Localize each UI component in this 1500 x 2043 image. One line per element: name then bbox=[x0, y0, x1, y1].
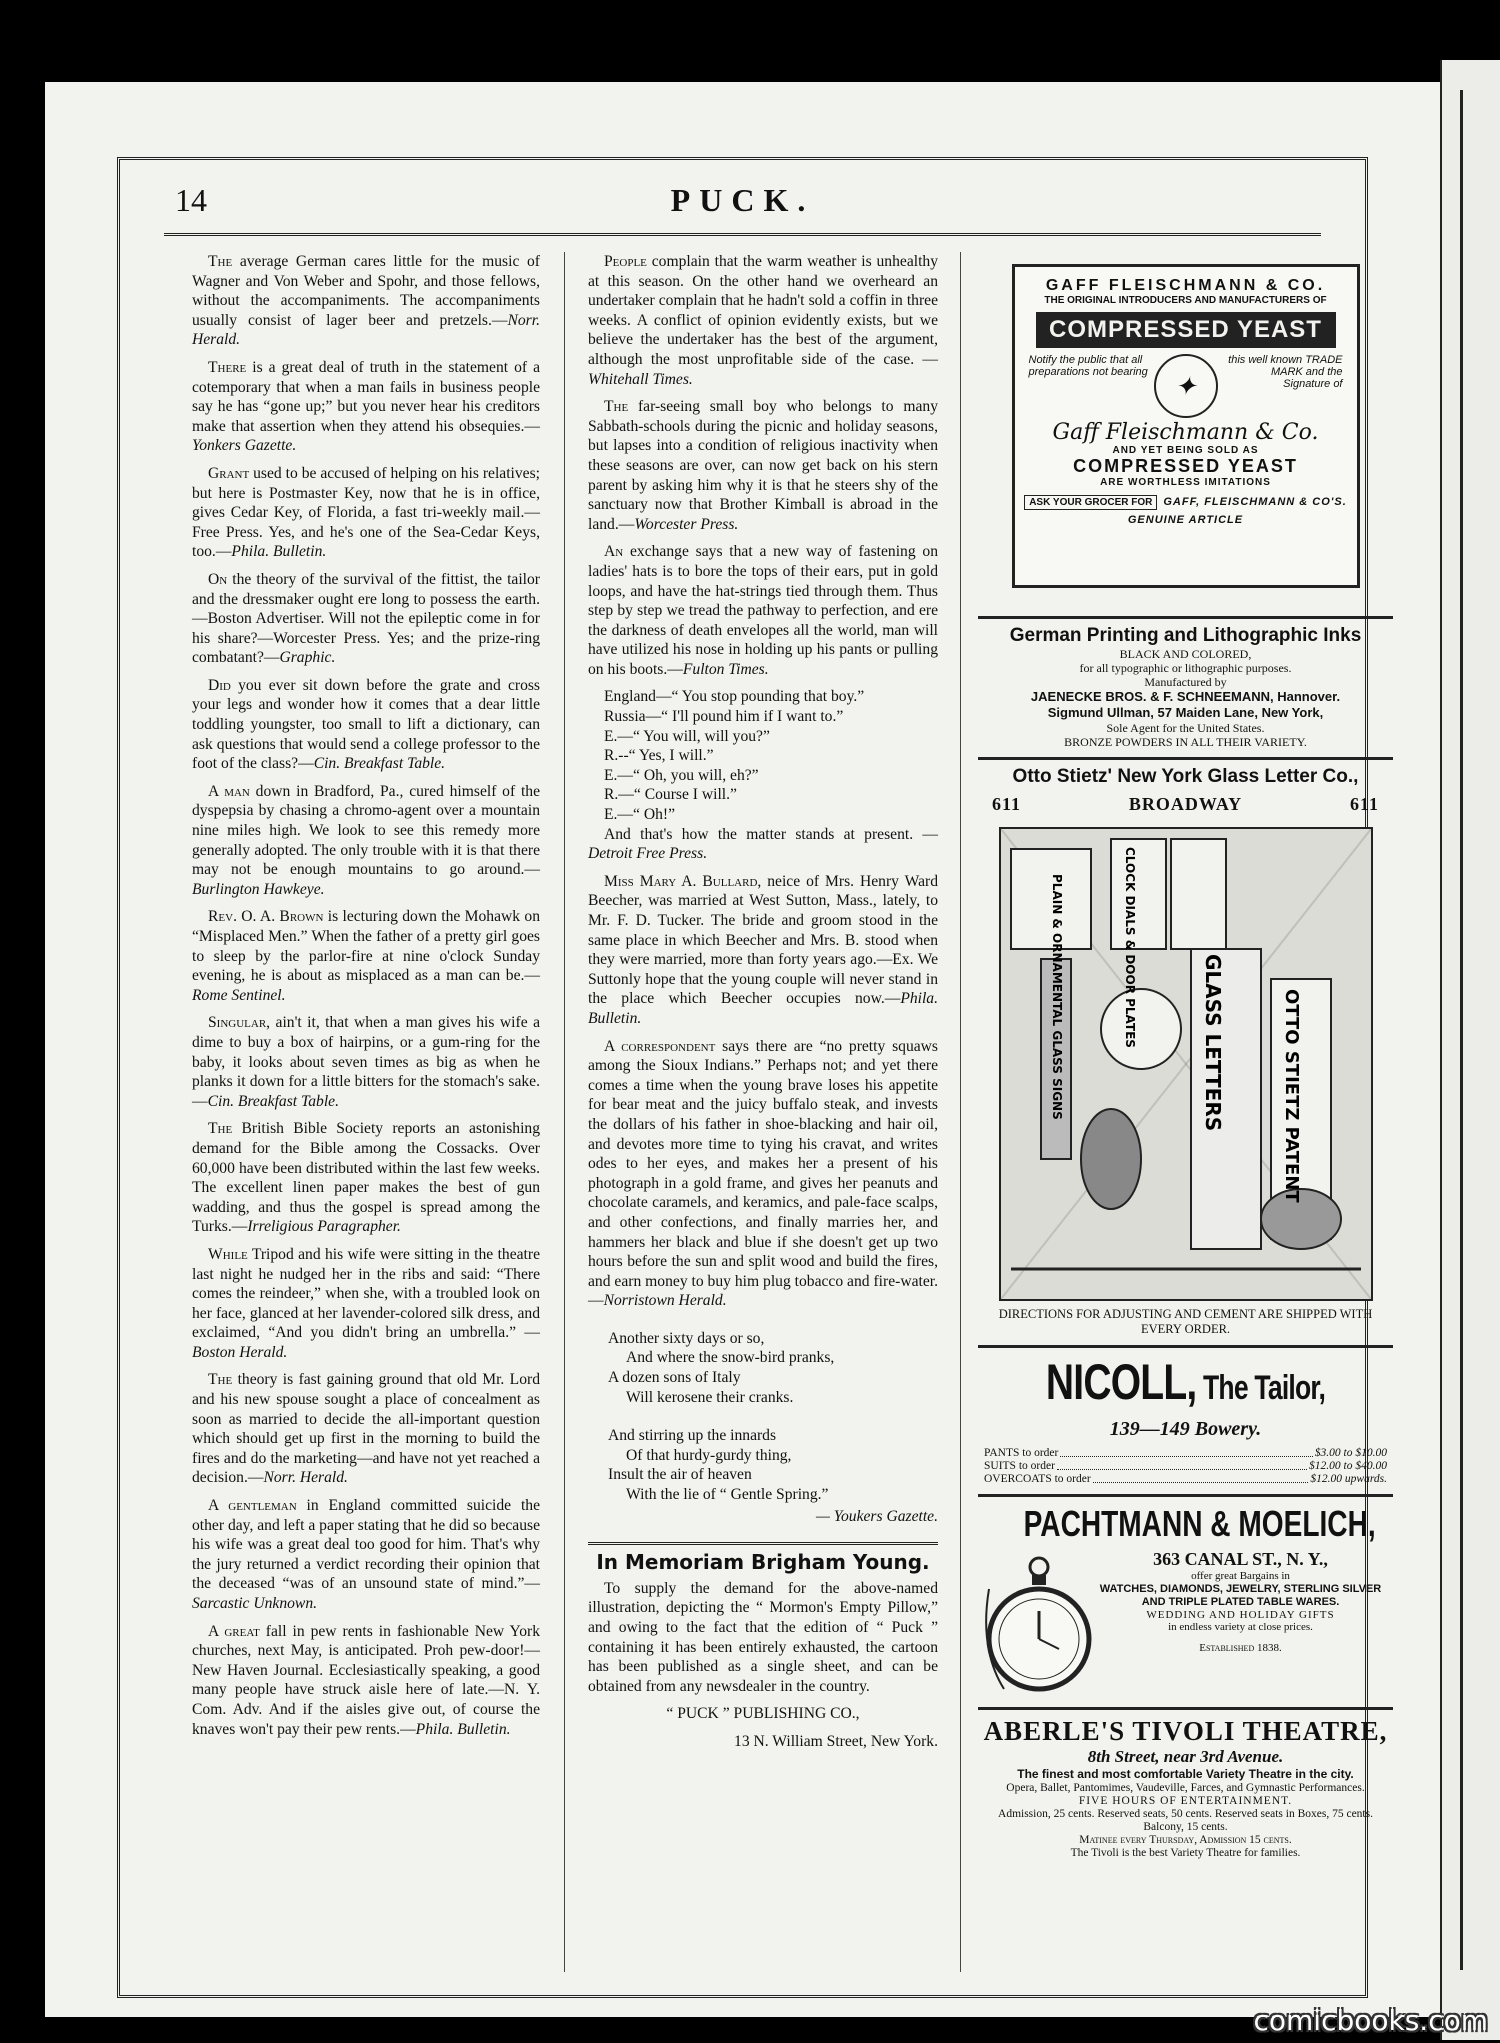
poem-line: Another sixty days or so, bbox=[608, 1329, 765, 1347]
fleischmann-left-text: Notify the public that all preparations not bearing bbox=[1028, 354, 1148, 378]
stietz-caption: DIRECTIONS FOR ADJUSTING AND CEMENT ARE SHIPPED WITH EVERY ORDER. bbox=[998, 1307, 1373, 1336]
inks-line: JAENECKE BROS. & F. SCHNEEMANN, Hannover. bbox=[1030, 689, 1341, 704]
paragraph bbox=[192, 464, 540, 562]
paragraph bbox=[192, 570, 540, 668]
source-credit: Norristown Herald. bbox=[603, 1292, 727, 1310]
source-credit: Phila. Bulletin. bbox=[588, 990, 938, 1027]
price-value: $3.00 to $10.00 bbox=[1314, 1447, 1387, 1459]
source-credit: Norr. Herald. bbox=[192, 311, 540, 349]
dialogue-line: R.—“ Course I will.” bbox=[604, 786, 737, 804]
glass-shop-illustration bbox=[999, 827, 1373, 1301]
trademark-seal-icon: ✦ bbox=[1154, 354, 1218, 418]
paragraph bbox=[588, 397, 938, 534]
sign-text: OTTO STIETZ PATENT bbox=[1280, 989, 1302, 1203]
pachtmann-established: Established 1838. bbox=[1199, 1642, 1282, 1654]
tivoli-line: Matinee every Thursday, Admission 15 cents. bbox=[1079, 1834, 1292, 1846]
inks-line: Sigmund Ullman, 57 Maiden Lane, New York, bbox=[1047, 705, 1324, 720]
poem-stanza-break bbox=[588, 1407, 938, 1426]
price-value: $12.00 upwards. bbox=[1310, 1473, 1387, 1485]
paragraph bbox=[588, 542, 938, 679]
inks-line: for all typographic or lithographic purposes. bbox=[1079, 661, 1292, 675]
fleischmann-right-text: this well known TRADE MARK and the Signature of bbox=[1228, 354, 1343, 390]
lead-word: Rev. O. A. Brown bbox=[208, 908, 324, 926]
paragraph-body: Tripod and his wife were sitting in the theatre last night he nudged her in the ribs and said: “There comes the reindeer,” when she, with a troubled look on her face, glanced at her lavender-colored silk dress, and exclaimed, “And you didn't bring an umbrella.” — bbox=[192, 1245, 540, 1342]
source-credit: Phila. Bulletin. bbox=[231, 543, 327, 561]
fleischmann-label bbox=[1012, 264, 1360, 588]
fleischmann-product: COMPRESSED YEAST bbox=[1036, 312, 1336, 348]
facing-page-edge bbox=[1440, 60, 1500, 2040]
stietz-street: BROADWAY bbox=[1128, 794, 1243, 814]
paragraph bbox=[192, 1245, 540, 1363]
price-item: PANTS to order bbox=[984, 1447, 1059, 1459]
source-credit: Irreligious Paragrapher. bbox=[247, 1218, 401, 1236]
dialogue-block bbox=[588, 687, 938, 863]
price-row bbox=[978, 1473, 1393, 1486]
paragraph-body: British Bible Society reports an astonishing demand for the Bible among the Cossacks. Over 60,000 have been distributed within the last few weeks. The excellent linen paper makes the best of gun wadding, and thus the gospel is spread among the Turks.— bbox=[192, 1120, 540, 1236]
sign-text: CLOCK DIALS & DOOR PLATES bbox=[1122, 847, 1137, 1048]
lead-word: A man bbox=[208, 782, 250, 800]
paragraph-body: the theory of the survival of the fittist, the tailor and the dressmaker ought ere long to possess the earth.—Boston Advertiser. Will not the epileptic come in for his share?—Worcester Press. Yes; and the prize-ring combatant?— bbox=[192, 570, 540, 667]
masthead-title: PUCK. bbox=[670, 182, 815, 218]
nicoll-ad bbox=[978, 1348, 1393, 1497]
sign-text: PLAIN & ORNAMENTAL GLASS SIGNS bbox=[1049, 874, 1064, 1120]
stietz-ad bbox=[978, 760, 1393, 1348]
fleischmann-name: GAFF FLEISCHMANN & CO. bbox=[1045, 277, 1326, 294]
paragraph-body: average German cares little for the music of Wagner and Von Weber and Spohr, and those fellows, without the accompaniments. The accompaniments usually consist of lager beer and pretzels.— bbox=[192, 253, 540, 329]
inks-line: Manufactured by bbox=[1144, 675, 1227, 689]
nicoll-name: NICOLL, bbox=[1045, 1354, 1197, 1410]
memoriam-publisher: “ PUCK ” PUBLISHING CO., bbox=[666, 1705, 860, 1723]
pocket-watch-icon bbox=[984, 1549, 1094, 1699]
price-item: SUITS to order bbox=[984, 1460, 1055, 1472]
poem-line: With the lie of “ Gentle Spring.” bbox=[626, 1486, 829, 1504]
paragraph-body: fall in pew rents in fashionable New York churches, next May, is anticipated. Proh pew-door!—New Haven Journal. Ecclesiastically speaking, a good many people have struck aisle here of late.—N. Y. Com. Adv. And if the aisles give out, of course the knaves won't pay their pew rents.— bbox=[192, 1622, 541, 1738]
inks-line: BRONZE POWDERS IN ALL THEIR VARIETY. bbox=[1064, 735, 1307, 749]
nicoll-address: 139—149 Bowery. bbox=[1109, 1418, 1262, 1440]
paragraph bbox=[588, 872, 938, 1029]
poem-line: Of that hurdy-gurdy thing, bbox=[626, 1446, 792, 1464]
poem-line: And where the snow-bird pranks, bbox=[626, 1349, 835, 1367]
tivoli-line: The Tivoli is the best Variety Theatre for families. bbox=[1070, 1847, 1301, 1859]
source-credit: Whitehall Times. bbox=[588, 370, 693, 388]
paragraph bbox=[192, 358, 540, 456]
nicoll-title bbox=[1024, 1354, 1348, 1416]
poem-line: Insult the air of heaven bbox=[608, 1466, 752, 1484]
closing-text: And that's how the matter stands at present. — bbox=[604, 825, 938, 843]
lead-word: While bbox=[208, 1245, 248, 1263]
header-rule bbox=[164, 233, 1321, 236]
lead-word: Singular, bbox=[208, 1014, 271, 1032]
paragraph-body: theory is fast gaining ground that old Mr. Lord and his new spouse sought a place of concealment as soon as married to decide the all-important question which should get up first in the morning to build the fires and do the marketing—and have not yet reached a decision.— bbox=[192, 1371, 540, 1487]
price-item: OVERCOATS to order bbox=[984, 1473, 1091, 1485]
column-2 bbox=[588, 252, 938, 1760]
paragraph bbox=[192, 1119, 540, 1237]
paragraph-body: neice of Mrs. Henry Ward Beecher, was married at West Sutton, Mass., lately, to Mr. F. D. Tucker. The bride and groom stood in the same place in which Beecher and Mrs. B. stood when they were married, more than forty years ago.—Ex. We Suttonly hope that the young couple will never stand in the place which Beecher occupies now.— bbox=[588, 872, 938, 1008]
inks-ad bbox=[978, 619, 1393, 760]
stietz-number: 611 bbox=[992, 794, 1022, 814]
source-credit: Phila. Bulletin. bbox=[415, 1720, 511, 1738]
dialogue-closing bbox=[588, 825, 938, 864]
dialogue-line: E.—“ You will, will you?” bbox=[604, 727, 770, 745]
paragraph-body: is lecturing down the Mohawk on “Misplaced Men.” When the father of a pretty girl goes to sleep by the parlor-fire at nine o'clock Sunday evening, he is about as misplaced as a man can be.— bbox=[192, 908, 541, 985]
tivoli-line: Admission, 25 cents. Reserved seats, 50 cents. Reserved seats in Boxes, 75 cents. Balcony, 15 cents. bbox=[998, 1808, 1373, 1833]
leader-dots bbox=[1093, 1473, 1309, 1483]
source-credit: Norr. Herald. bbox=[263, 1469, 348, 1487]
source-credit: Sarcastic Unknown. bbox=[192, 1595, 318, 1612]
page-number: 14 bbox=[175, 182, 207, 218]
dialogue-line: E.—“ Oh!” bbox=[604, 806, 676, 824]
tivoli-title: ABERLE'S TIVOLI THEATRE, bbox=[983, 1716, 1388, 1746]
dialogue-line: R.--“ Yes, I will.” bbox=[604, 747, 714, 765]
dialogue-line: E.—“ Oh, you will, eh?” bbox=[604, 766, 759, 784]
source-credit: Detroit Free Press. bbox=[588, 845, 708, 863]
tivoli-ad bbox=[978, 1710, 1393, 1868]
poem bbox=[588, 1329, 938, 1526]
paragraph-body: is a great deal of truth in the statement of a cotemporary that when a man fails in business people say he has “gone up;” but you never hear his creditors make that assertion when they attend his obsequies.— bbox=[192, 358, 540, 435]
page-frame bbox=[117, 157, 1388, 1998]
fleischmann-genuine: GAFF, FLEISCHMANN & CO'S. GENUINE ARTICLE bbox=[1127, 496, 1347, 526]
shop-scene-drawing bbox=[1001, 829, 1371, 1299]
memoriam-title: In Memoriam Brigham Young. bbox=[596, 1550, 930, 1575]
pachtmann-body bbox=[978, 1545, 1393, 1699]
pachtmann-title: PACHTMANN & MOELICH, bbox=[1023, 1503, 1376, 1544]
lead-word: A correspondent bbox=[604, 1037, 716, 1055]
poem-line: A dozen sons of Italy bbox=[608, 1369, 741, 1387]
fleischmann-intro: THE ORIGINAL INTRODUCERS AND MANUFACTURERS OF bbox=[1044, 295, 1327, 306]
source-credit: Cin. Breakfast Table. bbox=[313, 755, 446, 773]
price-value: $12.00 to $40.00 bbox=[1309, 1460, 1387, 1472]
fleischmann-trademark-row bbox=[1015, 348, 1357, 418]
paragraph-body: ain't it, that when a man gives his wife a dime to buy a box of hairpins, or a gum-ring for the baby, it looks about seven times as big as when he planks it down for a little bitters for the stomach's sake.— bbox=[192, 1014, 540, 1110]
fleischmann-genuine-row bbox=[1015, 492, 1357, 528]
fleischmann-cy: COMPRESSED YEAST bbox=[1073, 456, 1298, 476]
dialogue-line: Russia—“ I'll pound him if I want to.” bbox=[604, 708, 844, 726]
memoriam-notice bbox=[588, 1542, 938, 1751]
source-credit: Burlington Hawkeye. bbox=[192, 880, 325, 898]
paragraph-body: says there are “no pretty squaws among the Sioux Indians.” Perhaps not; and yet there comes a time when the young brave loses his appetite for bear meat and the juicy buffalo steak, and invests the dollars of his father in shoe-blacking and hair oil, and devotes more time to tying his cravat, and writes odes to her eyes, and makes her a present of his photograph in a gold frame, and gives her peanuts and chocolate caramels, and keramics, and pale-face scalps, and other confections, and finally marries her, and hammers her black and blue if she doesn't get up two hours before the sun and split wood and build the fires, and earn money to buy him plug tobacco and fire-water.— bbox=[588, 1037, 938, 1310]
pachtmann-line: offer great Bargains in bbox=[1191, 1570, 1290, 1582]
lead-word: On bbox=[208, 570, 228, 588]
paragraph-body: far-seeing small boy who belongs to many Sabbath-schools during the picnic and holiday seasons, but lapses into a condition of religious inactivity when these seasons are over, can now get back on his stern parent by asking him why it is that he steers shy of the sanctuary now that Brother Kimball is abroad in the land.— bbox=[588, 398, 938, 533]
memoriam-address: 13 N. William Street, New York. bbox=[734, 1732, 938, 1750]
lead-word: An bbox=[604, 543, 624, 561]
magazine-page bbox=[45, 82, 1440, 2017]
lead-word: The bbox=[208, 253, 233, 270]
paragraph-body: in England committed suicide the other day, and left a paper stating that he did so because his wife was a great deal too good for him. That's why the jury returned a verdict recording their opinion that the deceased “was of an unsound state of mind.”— bbox=[192, 1497, 540, 1593]
pachtmann-address: 363 CANAL ST., N. Y., bbox=[1153, 1549, 1328, 1569]
source-credit: Worcester Press. bbox=[634, 515, 739, 533]
paragraph bbox=[192, 1622, 540, 1740]
paragraph bbox=[588, 252, 938, 389]
column-1 bbox=[192, 252, 540, 1747]
paragraph bbox=[192, 676, 540, 774]
pachtmann-line: in endless variety at close prices. bbox=[1168, 1621, 1313, 1633]
sign-text: GLASS LETTERS bbox=[1200, 954, 1225, 1132]
paragraph-body: complain that the warm weather is unhealthy at this season. On the other hand we overheard an undertaker complain that he hadn't sold a coffin in three weeks. A conflict of opinion evidently exists, but we believe the undertaker has the best of the argument, although the most unprofitable side of the case. — bbox=[588, 253, 938, 368]
leader-dots bbox=[1057, 1460, 1307, 1470]
source-credit: Fulton Times. bbox=[682, 660, 769, 678]
paragraph bbox=[192, 907, 540, 1005]
lead-word: Grant bbox=[208, 464, 250, 482]
fleischmann-ad bbox=[978, 252, 1393, 619]
column-divider bbox=[564, 252, 565, 1972]
source-credit: Rome Sentinel. bbox=[192, 986, 286, 1004]
fleischmann-signature: Gaff Fleischmann & Co. bbox=[1052, 420, 1319, 445]
inks-title: German Printing and Lithographic Inks bbox=[1009, 625, 1362, 646]
source-credit: Yonkers Gazette. bbox=[192, 437, 297, 455]
pachtmann-line: WATCHES, DIAMONDS, JEWELRY, STERLING SILVER AND TRIPLE PLATED TABLE WARES. bbox=[1099, 1583, 1382, 1608]
paragraph-body: down in Bradford, Pa., cured himself of the dyspepsia by chasing a chromo-agent over a mountain nine miles high. We look to see this remedy more generally adopted. The only trouble with it is that there may not be enough mountains to go around.— bbox=[192, 782, 541, 879]
memoriam-body: To supply the demand for the above-named illustration, depicting the “ Mormon's Empty Pillow,” and owing to the fact that the edition of “ Puck ” containing it has been entirely exhausted, the cartoon has been published as a single sheet, and can be obtained from any newsdealer in the country. bbox=[588, 1579, 938, 1695]
source-credit: Cin. Breakfast Table. bbox=[207, 1092, 339, 1110]
paragraph-body: you ever sit down before the grate and cross your legs and wonder how it comes that a dear little toddling youngster, too small to lift a dictionary, can ask questions that would send a college professor to the foot of the class?— bbox=[192, 676, 540, 773]
paragraph-body: used to be accused of helping on his relatives; but here is Postmaster Key, now that he is in office, gives Cedar Key, of Florida, a fast tri-weekly mail.—Free Press. Yes, and he's one of the Sea-Cedar Keys, too.— bbox=[192, 464, 540, 561]
tivoli-line: Opera, Ballet, Pantomimes, Vaudeville, Farces, and Gymnastic Performances. bbox=[1006, 1782, 1365, 1794]
paragraph bbox=[588, 1037, 938, 1311]
stietz-number: 611 bbox=[1349, 794, 1379, 814]
paragraph bbox=[192, 1496, 540, 1614]
page-header bbox=[120, 182, 1365, 227]
pachtmann-text bbox=[1094, 1549, 1387, 1655]
inks-line: BLACK AND COLORED, bbox=[1119, 647, 1252, 661]
nicoll-subtitle: The Tailor, bbox=[1196, 1369, 1326, 1407]
lead-word: A great bbox=[208, 1622, 260, 1640]
lead-word: The bbox=[208, 1371, 233, 1389]
paragraph bbox=[192, 782, 540, 900]
tivoli-line: The finest and most comfortable Variety Theatre in the city. bbox=[1017, 1767, 1354, 1781]
advertisement-column bbox=[978, 252, 1393, 1868]
lead-word: A gentleman bbox=[208, 1497, 297, 1515]
lead-word: The bbox=[604, 398, 629, 416]
poem-source: — Youkers Gazette. bbox=[815, 1507, 938, 1525]
column-divider bbox=[960, 252, 961, 1972]
price-row bbox=[978, 1460, 1393, 1473]
paragraph bbox=[192, 1013, 540, 1111]
lead-word: There bbox=[208, 358, 247, 376]
tivoli-line: FIVE HOURS OF ENTERTAINMENT. bbox=[1078, 1795, 1293, 1807]
paragraph bbox=[192, 1370, 540, 1488]
lead-word: People bbox=[604, 253, 647, 270]
pachtmann-ad bbox=[978, 1497, 1393, 1710]
price-row bbox=[978, 1447, 1393, 1460]
inks-line: Sole Agent for the United States. bbox=[1106, 721, 1265, 735]
lead-word: The bbox=[208, 1120, 233, 1138]
fleischmann-sold: AND YET BEING SOLD AS bbox=[1112, 445, 1259, 456]
stietz-title: Otto Stietz' New York Glass Letter Co., bbox=[1012, 766, 1359, 787]
dialogue-line: England—“ You stop pounding that boy.” bbox=[604, 688, 865, 706]
fleischmann-ask: ASK YOUR GROCER FOR bbox=[1024, 495, 1157, 510]
tivoli-address: 8th Street, near 3rd Avenue. bbox=[1087, 1747, 1284, 1766]
poem-line: And stirring up the innards bbox=[608, 1427, 777, 1445]
pachtmann-line: WEDDING AND HOLIDAY GIFTS bbox=[1146, 1609, 1335, 1621]
stietz-address bbox=[978, 788, 1393, 815]
paragraph-body: exchange says that a new way of fastening on ladies' hats is to bore the tops of their ears, put in gold loops, and have the hat-strings tied through them. Thus step by step we tread the pathway to perfection, and ere the darkness of death envelopes all the world, man will have utilized his nose in holding up his pants or pulling on his boots.— bbox=[588, 543, 938, 678]
leader-dots bbox=[1060, 1447, 1312, 1457]
watermark: comicbooks.com bbox=[1253, 2004, 1488, 2037]
lead-word: Did bbox=[208, 676, 231, 694]
paragraph bbox=[192, 252, 540, 350]
source-credit: Graphic. bbox=[279, 649, 336, 667]
fleischmann-worthless: ARE WORTHLESS IMITATIONS bbox=[1100, 477, 1271, 488]
lead-word: Miss Mary A. Bullard, bbox=[604, 872, 762, 890]
poem-line: Will kerosene their cranks. bbox=[626, 1388, 794, 1406]
source-credit: Boston Herald. bbox=[192, 1343, 288, 1361]
